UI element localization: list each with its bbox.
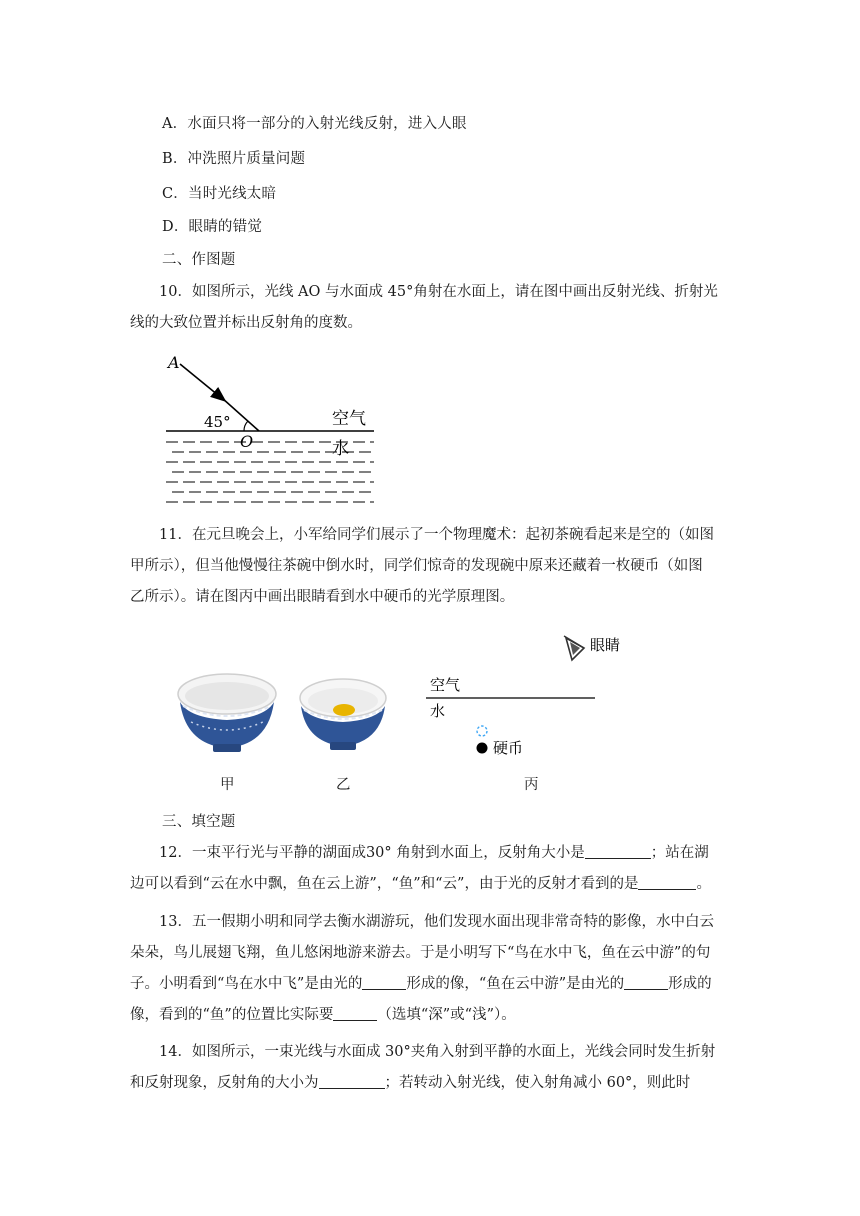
question-11 [130, 520, 730, 613]
option-b: B．冲洗照片质量问题 [162, 151, 306, 167]
q12-text3: 边可以看到“云在水中飘，鱼在云上游”，“鱼”和“云”，由于光的反射才看到的是 [130, 876, 639, 892]
question-14 [130, 1037, 730, 1099]
q13-text3b: 形成的像，“鱼在云中游”是由光的 [406, 976, 625, 992]
q13-blank-1[interactable] [362, 974, 406, 990]
label-jia: 甲 [220, 777, 235, 793]
q14-blank-1[interactable] [319, 1073, 385, 1089]
q13-text4a: 像，看到的“鱼”的位置比实际要 [130, 1007, 334, 1023]
label-bing: 丙 [524, 777, 539, 793]
q13-line1: 13．五一假期小明和同学去衡水湖游玩，他们发现水面出现非常奇特的影像，水中白云 [159, 914, 714, 930]
q10-figure [160, 350, 400, 510]
q11-line2: 甲所示），但当他慢慢往茶碗中倒水时，同学们惊奇的发现碗中原来还藏着一枚硬币（如图 [130, 558, 703, 574]
q10-line1: 10．如图所示，光线 AO 与水面成 45°角射在水面上，请在图中画出反射光线、折射光 [159, 284, 718, 300]
q12-blank-2[interactable] [638, 874, 696, 890]
q13-text3c: 形成的 [668, 976, 712, 992]
q13-text4b: （选填“深”或“浅”）。 [377, 1007, 516, 1023]
label-yi: 乙 [336, 777, 351, 793]
q13-line2: 朵朵，鸟儿展翅飞翔，鱼儿悠闲地游来游去。于是小明写下“鸟在水中飞，鱼在云中游”的句 [130, 945, 711, 961]
virtual-coin-icon [477, 726, 487, 736]
section-title-fill: 三、填空题 [162, 814, 236, 830]
option-a: A．水面只将一部分的入射光线反射，进入人眼 [162, 116, 467, 132]
angle-arc [244, 421, 248, 431]
water-label: 水 [332, 439, 349, 459]
label-o: O [240, 432, 254, 451]
q12-blank-1[interactable] [585, 843, 651, 859]
incident-ray [180, 364, 224, 400]
q14-text2a: 和反射现象，反射角的大小为 [130, 1075, 319, 1091]
bowl-jia-image [175, 672, 280, 757]
angle-label: 45° [204, 413, 231, 431]
option-c: C．当时光线太暗 [162, 186, 277, 202]
air-label: 空气 [332, 409, 366, 429]
question-13 [130, 907, 730, 1031]
option-d: D．眼睛的错觉 [162, 219, 263, 235]
q14-text2b: ；若转动入射光线，使入射角减小 60°，则此时 [384, 1075, 691, 1091]
q14-line1: 14．如图所示，一束光线与水面成 30°夹角入射到平静的水面上，光线会同时发生折射 [159, 1044, 716, 1060]
eye-label: 眼睛 [590, 636, 621, 654]
section-title-drawing: 二、作图题 [162, 252, 236, 268]
question-12 [130, 838, 730, 900]
water-label-bing: 水 [430, 702, 446, 720]
q12-text1: 12．一束平行光与平静的湖面成30° 角射到水面上，反射角大小是 [159, 845, 585, 861]
q11-line1: 11．在元旦晚会上，小军给同学们展示了一个物理魔术：起初茶碗看起来是空的（如图 [159, 527, 714, 543]
q12-text2: ；站在湖 [650, 845, 709, 861]
coin-label: 硬币 [493, 739, 524, 757]
q13-blank-2[interactable] [624, 974, 668, 990]
coin-in-bowl [333, 704, 355, 716]
label-a: A [168, 353, 180, 372]
q11-line3: 乙所示）。请在图丙中画出眼睛看到水中硬币的光学原理图。 [130, 589, 515, 605]
bowl-yi-image [297, 676, 389, 754]
q10-line2: 线的大致位置并标出反射角的度数。 [130, 315, 362, 331]
q13-blank-3[interactable] [333, 1005, 377, 1021]
q13-text3a: 子。小明看到“鸟在水中飞”是由光的 [130, 976, 363, 992]
coin-dot-icon [477, 743, 488, 754]
air-label-bing: 空气 [430, 676, 461, 694]
question-10 [130, 277, 730, 339]
q12-text4: 。 [696, 876, 711, 892]
eye-icon [564, 636, 584, 660]
bing-figure [420, 628, 650, 768]
